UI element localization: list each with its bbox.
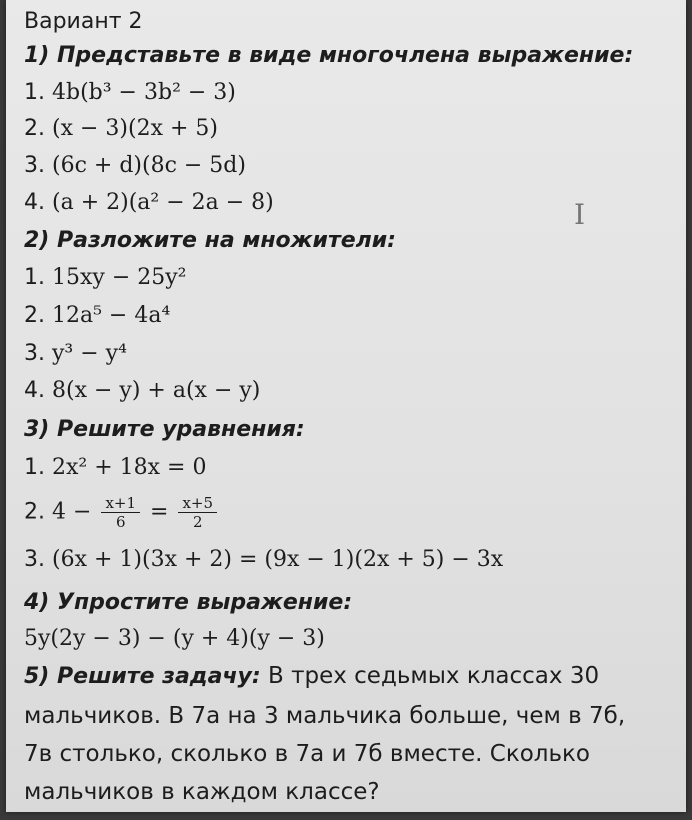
equals-sign: = [150, 499, 169, 525]
s3-item2 [24, 494, 220, 531]
s3-item3 [24, 547, 503, 572]
s2-item1 [24, 265, 187, 290]
s1-item1 [24, 80, 236, 105]
expression: 8(x − y) + a(x − y) [52, 378, 261, 403]
expression: 12a⁵ − 4a⁴ [52, 303, 171, 328]
task-text: В трех седьмых классах 30 [267, 663, 600, 689]
s4-expression: 5y(2y − 3) − (y + 4)(y − 3) [24, 626, 325, 651]
s1-item2 [24, 116, 218, 141]
section4-heading: 4) Упростите выражение: [24, 590, 353, 615]
task-text-line2: мальчиков. В 7а на 3 мальчика больше, чем в 7б, [24, 703, 626, 729]
item-number: 2. [24, 303, 45, 328]
section3-heading: 3) Решите уравнения: [24, 417, 305, 442]
fraction-numerator: x+5 [178, 494, 217, 513]
s1-item3 [24, 153, 246, 178]
item-number: 1. [24, 80, 45, 105]
s2-item4 [24, 378, 260, 403]
item-number: 3. [24, 341, 45, 366]
item-number: 4. [24, 378, 45, 403]
expression: (x − 3)(2x + 5) [52, 116, 218, 141]
fraction-denominator: 6 [115, 513, 126, 531]
variant-title: Вариант 2 [24, 9, 143, 34]
fraction [101, 494, 140, 531]
expression: (6c + d)(8c − 5d) [52, 153, 246, 178]
expression: (6x + 1)(3x + 2) = (9x − 1)(2x + 5) − 3x [52, 547, 504, 572]
item-number: 2. [24, 499, 45, 525]
item-number: 4. [24, 190, 45, 215]
expression: 15xy − 25y² [52, 265, 187, 290]
s2-item3 [24, 341, 127, 366]
item-number: 1. [24, 455, 45, 480]
s3-item1 [24, 455, 206, 480]
expression: (a + 2)(a² − 2a − 8) [52, 190, 274, 215]
fraction-denominator: 2 [192, 513, 203, 531]
expression: 4b(b³ − 3b² − 3) [52, 80, 236, 105]
section1-heading: 1) Представьте в виде многочлена выражение: [24, 43, 634, 68]
text-cursor-icon: I [574, 198, 586, 231]
section2-heading: 2) Разложите на множители: [24, 228, 396, 253]
item-number: 1. [24, 265, 45, 290]
item-number: 3. [24, 547, 45, 572]
worksheet [6, 0, 686, 812]
expression: 2x² + 18x = 0 [52, 455, 207, 480]
s5-line1 [24, 663, 599, 689]
item-number: 2. [24, 116, 45, 141]
task-text-line3: 7в столько, сколько в 7а и 7б вместе. Сколько [24, 741, 591, 767]
expression-lead: 4 − [52, 499, 92, 525]
fraction [178, 494, 217, 531]
s2-item2 [24, 303, 170, 328]
item-number: 3. [24, 153, 45, 178]
fraction-numerator: x+1 [101, 494, 140, 513]
task-text-line4: мальчиков в каждом классе? [24, 779, 380, 805]
section5-heading: 5) Решите задачу: [24, 664, 261, 689]
expression: y³ − y⁴ [52, 341, 127, 366]
s1-item4 [24, 190, 274, 215]
